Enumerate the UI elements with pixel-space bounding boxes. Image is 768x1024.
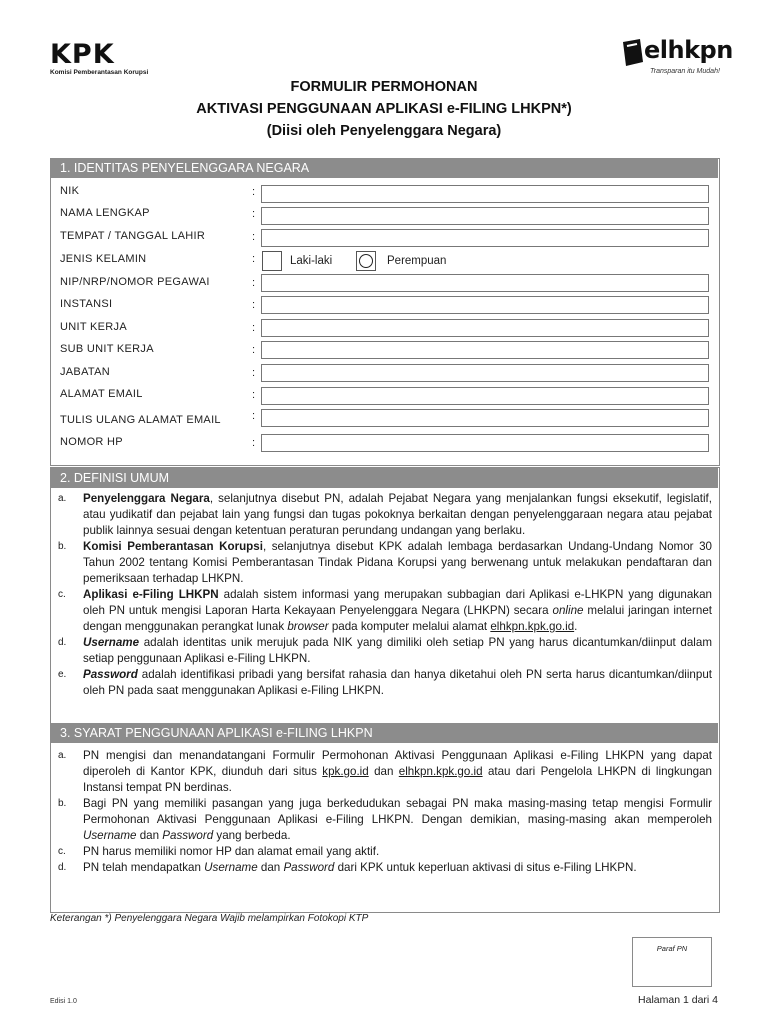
form-title-line1: FORMULIR PERMOHONAN [290,79,478,95]
work-unit-label: UNIT KERJA [60,321,127,333]
birth-place-date-input[interactable] [261,229,709,247]
colon: : [252,231,256,243]
kpk-logo [50,39,170,76]
form-title-line2: AKTIVASI PENGGUNAAN APLIKASI e-FILING LHKPN*) [196,101,572,117]
phone-input[interactable] [261,434,709,452]
email-label: ALAMAT EMAIL [60,388,143,400]
employee-number-input[interactable] [261,274,709,292]
colon: : [252,208,256,220]
colon: : [252,299,256,311]
list-item: b. Komisi Pemberantasan Korupsi, selanjutnya disebut KPK adalah lembaga berdasarkan Undang-Undang Nomor 30 Tahun 2002 tentang Komisi Pemberantasan Tindak Pidana Korupsi yang berwenang untuk melakukan pendaftaran dan pemeriksaan terhadap LHKPN. [58,540,712,585]
full-name-label: NAMA LENGKAP [60,207,150,219]
section-requirements-heading: 3. SYARAT PENGGUNAAN APLIKASI e-FILING LHKPN [50,723,718,743]
paraf-box[interactable] [632,937,712,987]
sub-work-unit-label: SUB UNIT KERJA [60,343,154,355]
section-identity-heading: 1. IDENTITAS PENYELENGGARA NEGARA [50,158,718,178]
email-input[interactable] [261,387,709,405]
confirm-email-label: TULIS ULANG ALAMAT EMAIL [60,414,221,426]
colon: : [252,410,256,422]
colon: : [252,253,256,265]
definitions-list [58,491,712,699]
elhkpn-book-icon [620,38,646,68]
list-item: a. Penyelenggara Negara, selanjutnya disebut PN, adalah Pejabat Negara yang menjalankan fungsi eksekutif, legislatif, atau yudikatif dan pejabat lain yang fungsi dan tugas pokoknya berkaitan dengan penyelenggaraan negara atau pejabat publik lainnya sesuai dengan ketentuan peraturan perundang undangan yang berlaku. [58,492,712,537]
position-input[interactable] [261,364,709,382]
paraf-label: Paraf PN [656,944,688,953]
list-item: c. PN harus memiliki nomor HP dan alamat email yang aktif. [58,845,380,858]
list-item: b. Bagi PN yang memiliki pasangan yang juga berkedudukan sebagai PN maka masing-masing tetap mengisi Formulir Permohonan Aktivasi Penggunaan Aplikasi e-Filing LHKPN. Dengan demikian, masing-masing akan memperoleh Username dan Password yang berbeda. [58,797,712,842]
gender-label: JENIS KELAMIN [60,253,147,265]
phone-label: NOMOR HP [60,436,123,448]
gender-male-label: Laki-laki [290,255,333,267]
full-name-input[interactable] [261,207,709,225]
elhkpn-logo [620,34,750,84]
list-item: e. Password adalah identifikasi pribadi yang bersifat rahasia dan hanya diketahui oleh PN serta harus dicantumkan/diinput oleh PN pada saat menggunakan Aplikasi e-Filing LHKPN. [58,668,712,697]
nik-input[interactable] [261,185,709,203]
colon: : [252,322,256,334]
elhkpn-link[interactable]: elhkpn.kpk.go.id [490,620,575,633]
elhkpn-tagline: Transparan itu Mudah! [650,68,720,75]
employee-number-label: NIP/NRP/NOMOR PEGAWAI [60,276,210,288]
elhkpn-logo-text: elhkpn [644,36,733,64]
footnote: Keterangan *) Penyelenggara Negara Wajib melampirkan Fotokopi KTP [50,913,369,924]
gender-male-checkbox[interactable] [262,251,282,271]
edition-label: Edisi 1.0 [50,998,77,1005]
colon: : [252,367,256,379]
confirm-email-input[interactable] [261,409,709,427]
gender-female-label: Perempuan [387,255,447,267]
institution-label: INSTANSI [60,298,113,310]
radio-circle-icon [359,254,373,268]
requirements-list [58,748,712,876]
kpk-logo-subtitle: Komisi Pemberantasan Korupsi [50,69,149,76]
colon: : [252,277,256,289]
gender-female-radio[interactable] [356,251,376,271]
institution-input[interactable] [261,296,709,314]
nik-label: NIK [60,185,80,197]
list-item: a. PN mengisi dan menandatangani Formulir Permohonan Aktivasi Penggunaan Aplikasi e-Filing LHKPN yang dapat diperoleh di Kantor KPK, diunduh dari situs kpk.go.id dan elhkpn.kpk.go.id atau dari Pengelola LHKPN di lingkungan Instansi tempat PN berdinas. [58,749,712,794]
sub-work-unit-input[interactable] [261,341,709,359]
elhkpn-link[interactable]: elhkpn.kpk.go.id [398,765,483,778]
birth-place-date-label: TEMPAT / TANGGAL LAHIR [60,230,206,242]
list-item: c. Aplikasi e-Filing LHKPN adalah sistem informasi yang merupakan subbagian dari Aplikasi e-LHKPN yang digunakan oleh PN untuk mengisi Laporan Harta Kekayaan Penyelenggara Negara (LHKPN) secara online melalui jaringan internet dengan menggunakan perangkat lunak browser pada komputer melalui alamat elhkpn.kpk.go.id. [58,588,712,633]
list-item: d. Username adalah identitas unik merujuk pada NIK yang dimiliki oleh setiap PN yang harus dicantumkan/diinput dalam setiap penggunaan Aplikasi e-Filing LHKPN. [58,636,712,665]
colon: : [252,437,256,449]
position-label: JABATAN [60,366,110,378]
section-definitions-heading: 2. DEFINISI UMUM [50,468,718,488]
colon: : [252,344,256,356]
kpk-link[interactable]: kpk.go.id [322,765,369,778]
colon: : [252,186,256,198]
kpk-logo-text: KPK [50,39,115,70]
page-number: Halaman 1 dari 4 [638,994,718,1006]
list-item: d. PN telah mendapatkan Username dan Password dari KPK untuk keperluan aktivasi di situs e-Filing LHKPN. [58,861,637,874]
form-subtitle: (Diisi oleh Penyelenggara Negara) [266,123,502,139]
work-unit-input[interactable] [261,319,709,337]
colon: : [252,389,256,401]
